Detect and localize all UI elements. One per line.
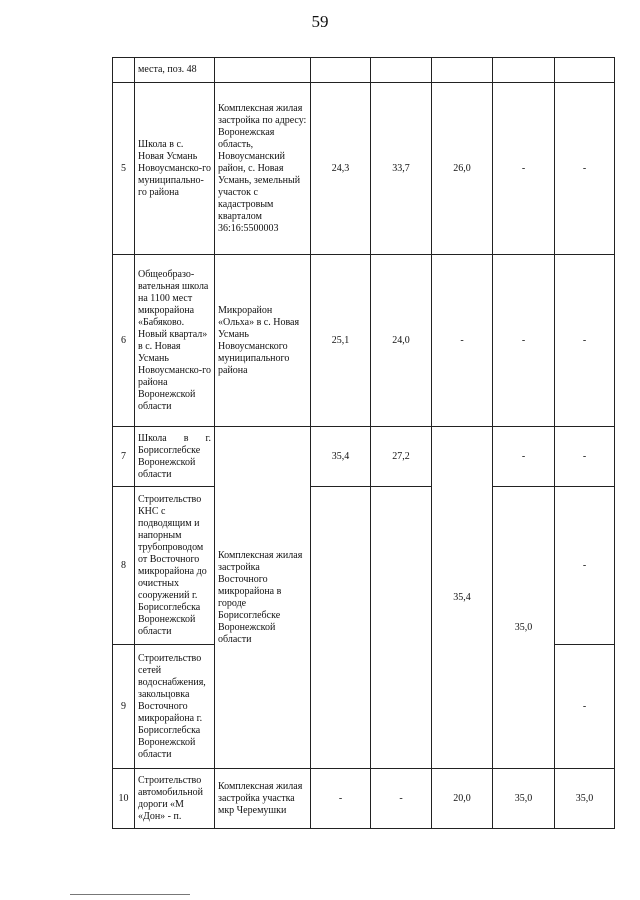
value-cell: 26,0	[432, 83, 493, 255]
value-cell: -	[311, 769, 371, 829]
page-number: 59	[311, 12, 329, 31]
table-row-6	[113, 255, 615, 427]
value-cell: -	[493, 83, 555, 255]
value-cell: 27,2	[371, 427, 432, 487]
object-name: Общеобразо-вательная школа на 1100 мест микрорайона «Бабяково. Новый квартал» в с. Новая Усмань Новоусманско-го района Воронежской области	[135, 255, 215, 427]
object-name: Школа в г. Борисоглебске Воронежской области	[135, 427, 215, 487]
value-cell: -	[555, 83, 615, 255]
object-name: Строительство автомобильной дороги «М «Дон» - п.	[135, 769, 215, 829]
row-number: 7	[113, 427, 135, 487]
value-cell: -	[555, 487, 615, 645]
object-location: Микрорайон «Ольха» в с. Новая Усмань Новоусманского муниципального района	[215, 255, 311, 427]
value-cell: 35,0	[555, 769, 615, 829]
value-cell: -	[493, 427, 555, 487]
value-cell: -	[555, 255, 615, 427]
value-cell: -	[555, 427, 615, 487]
row-number: 9	[113, 645, 135, 769]
object-location: Комплексная жилая застройка Восточного микрорайона в городе Борисоглебске Воронежской области	[215, 427, 311, 769]
value-cell: 33,7	[371, 83, 432, 255]
value-cell: 25,1	[311, 255, 371, 427]
row-number: 5	[113, 83, 135, 255]
value-cell: 20,0	[432, 769, 493, 829]
row-number: 8	[113, 487, 135, 645]
object-name: места, поз. 48	[135, 58, 215, 83]
object-location: Комплексная жилая застройка по адресу: Воронежская область, Новоусманский район, с. Новая Усмань, земельный участок с кадастровым кварталом 36:16:5500003	[215, 83, 311, 255]
value-cell: -	[555, 645, 615, 769]
table-row-8	[113, 487, 615, 645]
value-cell: -	[371, 769, 432, 829]
value-cell: -	[493, 255, 555, 427]
table-row-5	[113, 83, 615, 255]
value-cell: 35,4	[311, 427, 371, 487]
value-cell: 35,0	[493, 769, 555, 829]
object-location: Комплексная жилая застройка участка мкр Черемушки	[215, 769, 311, 829]
value-cell: 24,0	[371, 255, 432, 427]
object-name: Строительство КНС с подводящим и напорным трубопроводом от Восточного микрорайона до очистных сооружений г. Борисоглебска Воронежской области	[135, 487, 215, 645]
value-cell: 35,4	[432, 427, 493, 769]
value-cell: -	[432, 255, 493, 427]
table-row-7	[113, 427, 615, 487]
row-number: 6	[113, 255, 135, 427]
value-cell	[311, 487, 371, 769]
object-name: Школа в с. Новая Усмань Новоусманско-го муниципально-го района	[135, 83, 215, 255]
value-cell: 24,3	[311, 83, 371, 255]
footnote-divider	[70, 894, 190, 895]
facilities-table	[112, 57, 615, 829]
object-name: Строительство сетей водоснабжения, закольцовка Восточного микрорайона г. Борисоглебска Воронежской области	[135, 645, 215, 769]
value-cell: 35,0	[493, 487, 555, 769]
table-row-10	[113, 769, 615, 829]
value-cell	[371, 487, 432, 769]
row-number: 10	[113, 769, 135, 829]
table-row-continued	[113, 58, 615, 83]
